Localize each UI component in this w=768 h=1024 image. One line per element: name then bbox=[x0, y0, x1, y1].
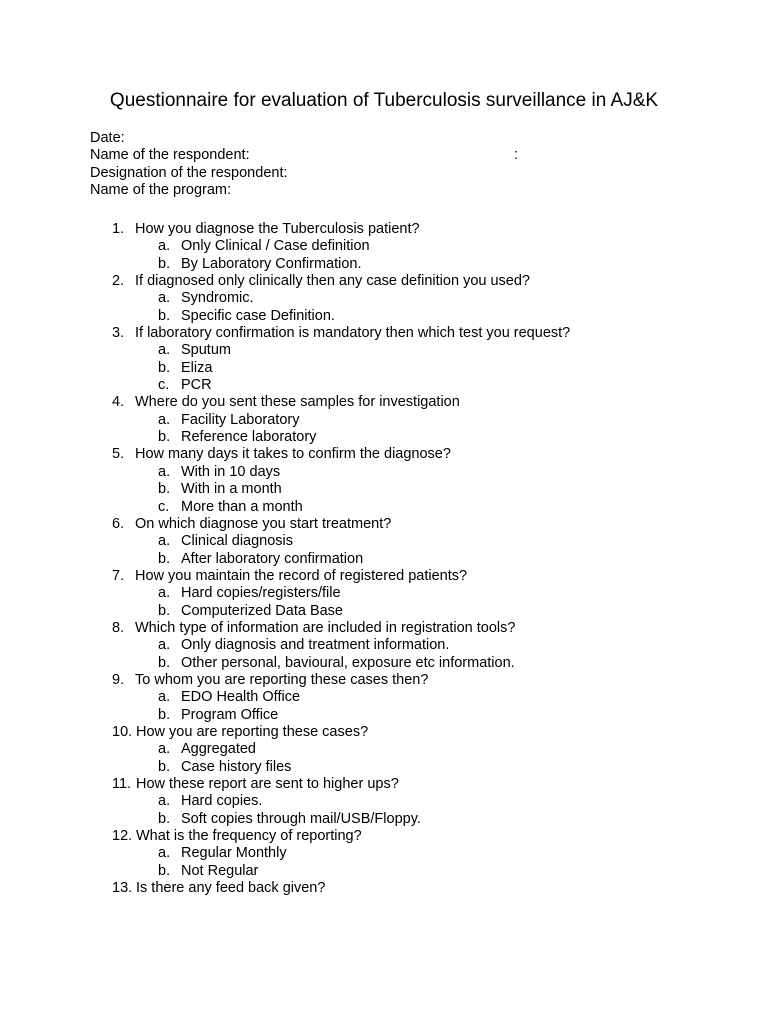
answer-option bbox=[0, 811, 768, 828]
option-letter: a. bbox=[158, 845, 171, 862]
answer-option bbox=[0, 308, 768, 325]
answer-option bbox=[0, 464, 768, 481]
question-text: If diagnosed only clinically then any case definition you used? bbox=[135, 273, 530, 290]
option-text: Syndromic. bbox=[181, 290, 254, 307]
answer-option bbox=[0, 603, 768, 620]
answer-option bbox=[0, 759, 768, 776]
question-text: How you maintain the record of registered patients? bbox=[135, 567, 468, 584]
option-text: Sputum bbox=[181, 342, 231, 359]
question-item bbox=[0, 568, 768, 585]
option-letter: a. bbox=[158, 585, 171, 602]
question-number: 7. bbox=[112, 567, 125, 584]
answer-option bbox=[0, 863, 768, 880]
question-item bbox=[0, 325, 768, 342]
option-text: Hard copies/registers/file bbox=[181, 585, 341, 602]
answer-option bbox=[0, 845, 768, 862]
answer-option bbox=[0, 481, 768, 498]
question-number: 12. bbox=[112, 828, 133, 845]
field-label: Designation of the respondent: bbox=[90, 164, 288, 181]
question-text: Is there any feed back given? bbox=[136, 880, 326, 897]
question-item bbox=[0, 776, 768, 793]
option-letter: a. bbox=[158, 342, 171, 359]
option-text: Reference laboratory bbox=[181, 429, 317, 446]
answer-option bbox=[0, 290, 768, 307]
answer-option bbox=[0, 655, 768, 672]
question-list bbox=[0, 221, 768, 897]
question-item bbox=[0, 394, 768, 411]
option-text: Not Regular bbox=[181, 862, 259, 879]
field-row bbox=[90, 182, 690, 199]
question-text: How many days it takes to confirm the diagnose? bbox=[135, 446, 451, 463]
option-text: Regular Monthly bbox=[181, 845, 287, 862]
option-letter: b. bbox=[158, 255, 171, 272]
answer-option bbox=[0, 377, 768, 394]
question-text: Where do you sent these samples for investigation bbox=[135, 394, 460, 411]
field-trailing-colon: : bbox=[514, 147, 519, 164]
document-title: Questionnaire for evaluation of Tuberculosis surveillance in AJ&K bbox=[109, 90, 659, 111]
question-text: How you diagnose the Tuberculosis patient? bbox=[135, 221, 420, 237]
option-text: Specific case Definition. bbox=[181, 307, 335, 324]
option-text: Program Office bbox=[181, 706, 279, 723]
question-item bbox=[0, 724, 768, 741]
option-text: With in 10 days bbox=[181, 463, 281, 480]
answer-option bbox=[0, 741, 768, 758]
field-label: Date: bbox=[90, 130, 125, 146]
question-text: To whom you are reporting these cases then? bbox=[135, 671, 429, 688]
option-letter: b. bbox=[158, 429, 171, 446]
field-label: Name of the program: bbox=[90, 182, 232, 199]
question-number: 13. bbox=[112, 880, 133, 897]
option-text: Only diagnosis and treatment information. bbox=[181, 637, 450, 654]
answer-option bbox=[0, 793, 768, 810]
answer-option bbox=[0, 499, 768, 516]
question-text: Which type of information are included in registration tools? bbox=[135, 619, 516, 636]
option-text: Other personal, bavioural, exposure etc information. bbox=[181, 654, 515, 671]
option-text: PCR bbox=[181, 377, 212, 394]
answer-option bbox=[0, 256, 768, 273]
answer-option bbox=[0, 707, 768, 724]
question-number: 9. bbox=[112, 671, 125, 688]
option-letter: b. bbox=[158, 810, 171, 827]
question-number: 1. bbox=[112, 221, 125, 237]
answer-option bbox=[0, 429, 768, 446]
question-number: 10. bbox=[112, 723, 133, 740]
option-letter: b. bbox=[158, 307, 171, 324]
field-label: Name of the respondent: bbox=[90, 147, 250, 164]
answer-option bbox=[0, 585, 768, 602]
question-text: If laboratory confirmation is mandatory then which test you request? bbox=[135, 325, 571, 342]
question-text: How you are reporting these cases? bbox=[136, 723, 369, 740]
question-text: On which diagnose you start treatment? bbox=[135, 515, 392, 532]
option-letter: b. bbox=[158, 654, 171, 671]
option-letter: b. bbox=[158, 706, 171, 723]
answer-option bbox=[0, 689, 768, 706]
option-letter: a. bbox=[158, 238, 171, 255]
question-item bbox=[0, 880, 768, 897]
option-text: Eliza bbox=[181, 359, 213, 376]
option-letter: a. bbox=[158, 637, 171, 654]
answer-option bbox=[0, 342, 768, 359]
answer-option bbox=[0, 533, 768, 550]
question-number: 3. bbox=[112, 325, 125, 342]
option-text: Facility Laboratory bbox=[181, 411, 300, 428]
question-text: How these report are sent to higher ups? bbox=[136, 776, 399, 792]
question-item bbox=[0, 516, 768, 533]
option-text: Hard copies. bbox=[181, 793, 263, 810]
question-item bbox=[0, 273, 768, 290]
option-letter: b. bbox=[158, 359, 171, 376]
option-letter: a. bbox=[158, 793, 171, 810]
question-item bbox=[0, 446, 768, 463]
option-letter: c. bbox=[158, 498, 170, 515]
option-letter: a. bbox=[158, 741, 171, 758]
question-item bbox=[0, 221, 768, 238]
option-text: More than a month bbox=[181, 498, 303, 515]
option-letter: a. bbox=[158, 533, 171, 550]
field-row bbox=[90, 147, 690, 164]
option-letter: b. bbox=[158, 862, 171, 879]
option-letter: a. bbox=[158, 411, 171, 428]
question-number: 11. bbox=[112, 776, 132, 792]
option-letter: a. bbox=[158, 689, 171, 706]
option-text: EDO Health Office bbox=[181, 689, 301, 706]
question-text: What is the frequency of reporting? bbox=[136, 828, 362, 845]
option-letter: a. bbox=[158, 290, 171, 307]
option-text: Only Clinical / Case definition bbox=[181, 238, 370, 255]
option-letter: b. bbox=[158, 758, 171, 775]
option-letter: a. bbox=[158, 463, 171, 480]
field-row bbox=[90, 165, 690, 182]
option-text: With in a month bbox=[181, 481, 282, 498]
question-item bbox=[0, 620, 768, 637]
question-number: 2. bbox=[112, 273, 125, 290]
option-text: Clinical diagnosis bbox=[181, 533, 294, 550]
respondent-fields bbox=[90, 130, 690, 200]
field-row bbox=[90, 130, 690, 147]
option-letter: b. bbox=[158, 602, 171, 619]
option-text: After laboratory confirmation bbox=[181, 550, 364, 567]
answer-option bbox=[0, 637, 768, 654]
option-text: Case history files bbox=[181, 758, 292, 775]
option-text: Aggregated bbox=[181, 741, 256, 758]
question-item bbox=[0, 672, 768, 689]
option-text: Computerized Data Base bbox=[181, 602, 343, 619]
answer-option bbox=[0, 551, 768, 568]
question-number: 4. bbox=[112, 394, 125, 411]
option-text: Soft copies through mail/USB/Floppy. bbox=[181, 810, 421, 827]
answer-option bbox=[0, 412, 768, 429]
question-number: 5. bbox=[112, 446, 125, 463]
question-number: 6. bbox=[112, 515, 125, 532]
question-number: 8. bbox=[112, 619, 125, 636]
question-item bbox=[0, 828, 768, 845]
option-text: By Laboratory Confirmation. bbox=[181, 255, 362, 272]
option-letter: b. bbox=[158, 481, 171, 498]
answer-option bbox=[0, 360, 768, 377]
option-letter: c. bbox=[158, 377, 170, 394]
answer-option bbox=[0, 238, 768, 255]
option-letter: b. bbox=[158, 550, 171, 567]
